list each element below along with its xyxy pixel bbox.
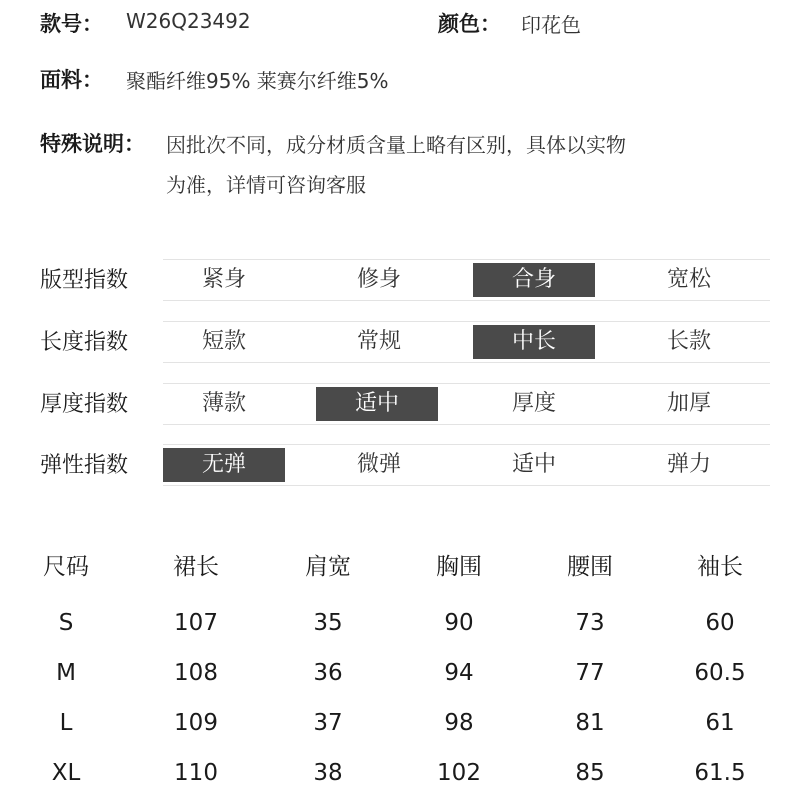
index-option: 宽松 — [666, 267, 711, 292]
table-cell: 108 — [174, 660, 218, 686]
note-label: 特殊说明： — [40, 132, 145, 156]
note-line-1: 因批次不同，成分材质含量上略有区别，具体以实物 — [166, 133, 626, 157]
table-cell: 109 — [174, 710, 218, 736]
index-option-selected: 无弹 — [163, 448, 285, 482]
index-option: 长款 — [666, 329, 711, 354]
table-cell: 38 — [313, 760, 343, 786]
table-header: 袖长 — [697, 554, 743, 580]
table-cell: 77 — [575, 660, 605, 686]
index-label: 版型指数 — [40, 268, 129, 293]
index-row-thickness — [40, 383, 770, 423]
index-option-selected: 适中 — [316, 387, 438, 421]
table-cell: 61.5 — [694, 760, 746, 786]
table-header: 肩宽 — [305, 554, 351, 580]
index-option: 微弹 — [356, 452, 401, 477]
table-cell: M — [56, 660, 76, 686]
index-option: 加厚 — [666, 391, 711, 416]
table-cell: 73 — [575, 610, 605, 636]
index-option: 厚度 — [511, 391, 556, 416]
table-cell: L — [59, 710, 73, 736]
style-no-value: W26Q23492 — [126, 9, 251, 33]
table-cell: 60 — [705, 610, 735, 636]
table-cell: 60.5 — [694, 660, 746, 686]
index-row-fit — [40, 259, 770, 299]
index-option-selected: 中长 — [473, 325, 595, 359]
table-cell: 98 — [444, 710, 474, 736]
index-label: 厚度指数 — [40, 392, 129, 417]
table-cell: 35 — [313, 610, 343, 636]
index-options — [163, 444, 770, 486]
index-label: 弹性指数 — [40, 453, 129, 478]
table-header: 胸围 — [436, 554, 482, 580]
table-cell: 37 — [313, 710, 343, 736]
table-cell: 81 — [575, 710, 605, 736]
table-cell: 94 — [444, 660, 474, 686]
color-label: 颜色： — [438, 12, 501, 36]
index-row-elasticity — [40, 444, 770, 484]
index-options — [163, 383, 770, 425]
index-option: 薄款 — [201, 391, 246, 416]
table-cell: 61 — [705, 710, 735, 736]
index-row-length — [40, 321, 770, 361]
index-option: 紧身 — [201, 267, 246, 292]
index-option: 适中 — [511, 452, 556, 477]
index-option: 短款 — [201, 329, 246, 354]
index-option-selected: 合身 — [473, 263, 595, 297]
table-cell: XL — [51, 760, 81, 786]
table-cell: 110 — [174, 760, 218, 786]
index-option: 修身 — [356, 267, 401, 292]
table-header: 尺码 — [43, 554, 89, 580]
table-cell: 102 — [437, 760, 481, 786]
note-line-2: 为准，详情可咨询客服 — [166, 173, 366, 197]
style-no-label: 款号： — [40, 12, 103, 36]
table-cell: 85 — [575, 760, 605, 786]
table-header: 腰围 — [567, 554, 613, 580]
index-label: 长度指数 — [40, 330, 129, 355]
index-options — [163, 321, 770, 363]
index-option: 常规 — [356, 329, 401, 354]
table-cell: 107 — [174, 610, 218, 636]
color-value: 印花色 — [521, 13, 581, 37]
table-header: 裙长 — [173, 554, 219, 580]
fabric-label: 面料： — [40, 68, 103, 92]
index-option: 弹力 — [666, 452, 711, 477]
fabric-value: 聚酯纤维95% 莱赛尔纤维5% — [126, 69, 389, 93]
table-cell: S — [58, 610, 74, 636]
index-options — [163, 259, 770, 301]
table-cell: 36 — [313, 660, 343, 686]
table-cell: 90 — [444, 610, 474, 636]
